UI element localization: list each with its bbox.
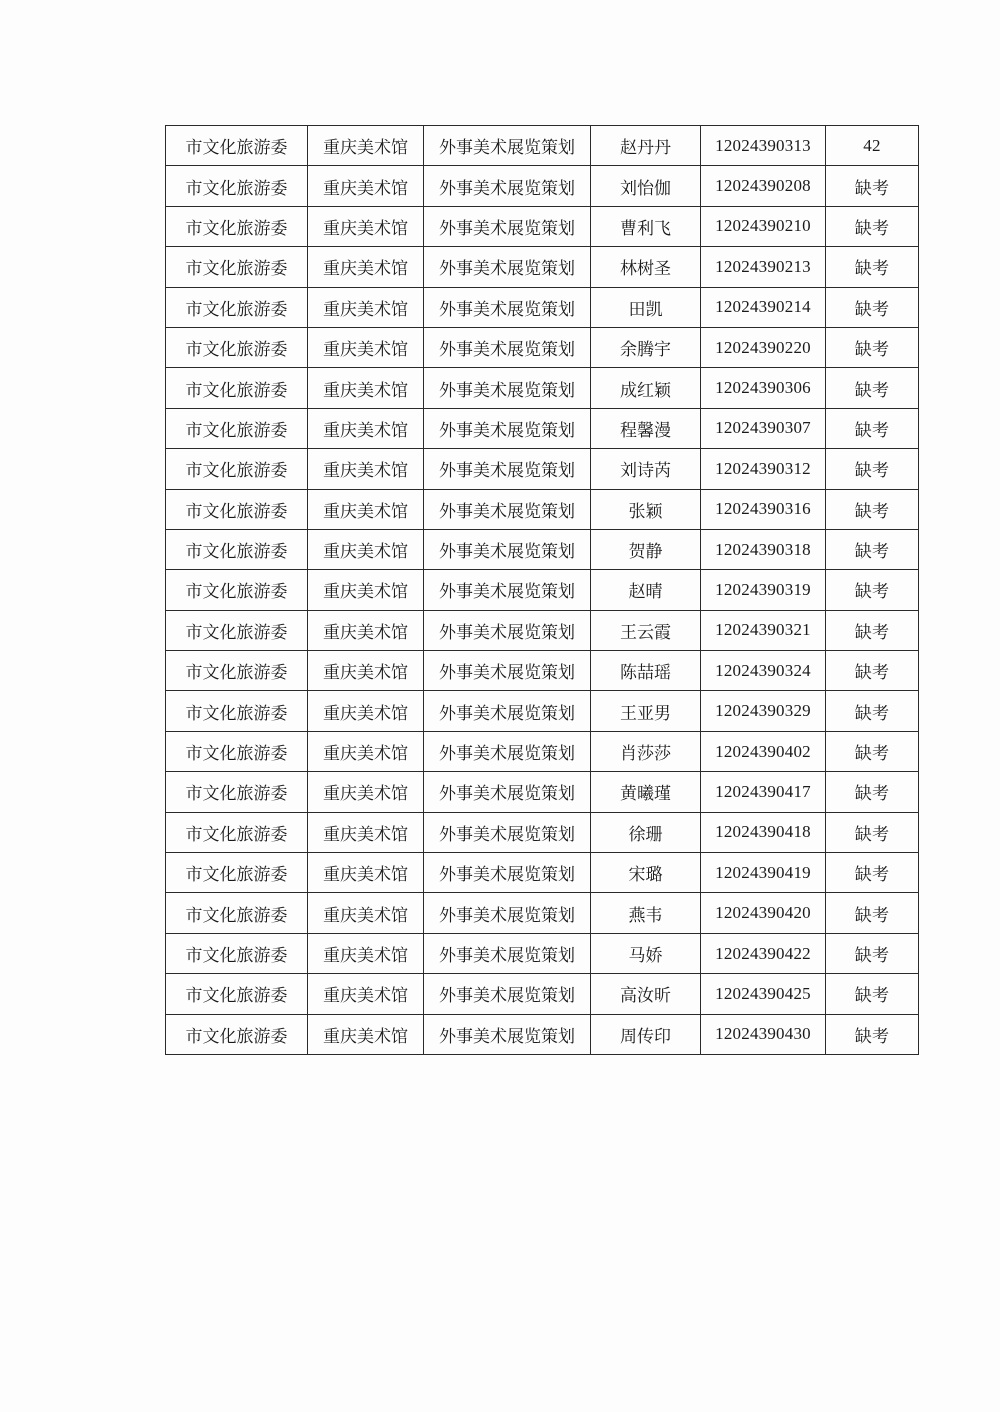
cell-department: 市文化旅游委 <box>166 247 308 287</box>
cell-exam-id: 12024390422 <box>701 933 826 973</box>
table-row <box>166 853 919 893</box>
cell-position: 外事美术展览策划 <box>424 368 591 408</box>
cell-department: 市文化旅游委 <box>166 691 308 731</box>
cell-candidate-name: 张颖 <box>591 489 701 529</box>
cell-candidate-name: 田凯 <box>591 287 701 327</box>
cell-candidate-name: 陈喆瑶 <box>591 651 701 691</box>
cell-candidate-name: 赵晴 <box>591 570 701 610</box>
cell-exam-id: 12024390214 <box>701 287 826 327</box>
cell-exam-id: 12024390313 <box>701 126 826 166</box>
cell-candidate-name: 肖莎莎 <box>591 731 701 771</box>
table-row <box>166 206 919 246</box>
cell-score: 缺考 <box>826 529 919 569</box>
cell-exam-id: 12024390419 <box>701 853 826 893</box>
table-row <box>166 812 919 852</box>
cell-candidate-name: 赵丹丹 <box>591 126 701 166</box>
table-row <box>166 529 919 569</box>
cell-exam-id: 12024390316 <box>701 489 826 529</box>
cell-candidate-name: 曹利飞 <box>591 206 701 246</box>
cell-candidate-name: 宋璐 <box>591 853 701 893</box>
table-row <box>166 731 919 771</box>
cell-department: 市文化旅游委 <box>166 731 308 771</box>
cell-employer: 重庆美术馆 <box>308 247 424 287</box>
cell-department: 市文化旅游委 <box>166 974 308 1014</box>
cell-score: 缺考 <box>826 610 919 650</box>
cell-score: 42 <box>826 126 919 166</box>
cell-score: 缺考 <box>826 327 919 367</box>
cell-position: 外事美术展览策划 <box>424 206 591 246</box>
cell-score: 缺考 <box>826 570 919 610</box>
cell-position: 外事美术展览策划 <box>424 772 591 812</box>
cell-candidate-name: 王云霞 <box>591 610 701 650</box>
cell-exam-id: 12024390418 <box>701 812 826 852</box>
cell-department: 市文化旅游委 <box>166 489 308 529</box>
cell-position: 外事美术展览策划 <box>424 610 591 650</box>
cell-score: 缺考 <box>826 812 919 852</box>
cell-exam-id: 12024390321 <box>701 610 826 650</box>
table-row <box>166 449 919 489</box>
cell-employer: 重庆美术馆 <box>308 893 424 933</box>
cell-position: 外事美术展览策划 <box>424 327 591 367</box>
cell-employer: 重庆美术馆 <box>308 327 424 367</box>
cell-exam-id: 12024390417 <box>701 772 826 812</box>
cell-department: 市文化旅游委 <box>166 408 308 448</box>
cell-employer: 重庆美术馆 <box>308 570 424 610</box>
cell-score: 缺考 <box>826 368 919 408</box>
cell-exam-id: 12024390425 <box>701 974 826 1014</box>
cell-candidate-name: 王亚男 <box>591 691 701 731</box>
cell-employer: 重庆美术馆 <box>308 206 424 246</box>
cell-employer: 重庆美术馆 <box>308 529 424 569</box>
cell-exam-id: 12024390324 <box>701 651 826 691</box>
table-row <box>166 408 919 448</box>
cell-score: 缺考 <box>826 287 919 327</box>
cell-employer: 重庆美术馆 <box>308 408 424 448</box>
table-row <box>166 327 919 367</box>
cell-score: 缺考 <box>826 731 919 771</box>
table-row <box>166 974 919 1014</box>
cell-department: 市文化旅游委 <box>166 812 308 852</box>
cell-exam-id: 12024390220 <box>701 327 826 367</box>
table-row <box>166 570 919 610</box>
cell-employer: 重庆美术馆 <box>308 651 424 691</box>
cell-score: 缺考 <box>826 408 919 448</box>
cell-employer: 重庆美术馆 <box>308 489 424 529</box>
cell-department: 市文化旅游委 <box>166 287 308 327</box>
cell-score: 缺考 <box>826 893 919 933</box>
table-row <box>166 489 919 529</box>
cell-department: 市文化旅游委 <box>166 206 308 246</box>
cell-candidate-name: 徐珊 <box>591 812 701 852</box>
cell-position: 外事美术展览策划 <box>424 691 591 731</box>
cell-candidate-name: 高汝昕 <box>591 974 701 1014</box>
cell-exam-id: 12024390319 <box>701 570 826 610</box>
cell-exam-id: 12024390307 <box>701 408 826 448</box>
cell-candidate-name: 贺静 <box>591 529 701 569</box>
cell-exam-id: 12024390430 <box>701 1014 826 1054</box>
cell-department: 市文化旅游委 <box>166 1014 308 1054</box>
cell-candidate-name: 燕韦 <box>591 893 701 933</box>
cell-department: 市文化旅游委 <box>166 327 308 367</box>
cell-exam-id: 12024390208 <box>701 166 826 206</box>
cell-department: 市文化旅游委 <box>166 610 308 650</box>
cell-score: 缺考 <box>826 651 919 691</box>
cell-position: 外事美术展览策划 <box>424 247 591 287</box>
cell-candidate-name: 成红颖 <box>591 368 701 408</box>
cell-exam-id: 12024390318 <box>701 529 826 569</box>
cell-department: 市文化旅游委 <box>166 651 308 691</box>
cell-position: 外事美术展览策划 <box>424 126 591 166</box>
cell-employer: 重庆美术馆 <box>308 933 424 973</box>
table-row <box>166 368 919 408</box>
cell-position: 外事美术展览策划 <box>424 853 591 893</box>
cell-employer: 重庆美术馆 <box>308 287 424 327</box>
cell-score: 缺考 <box>826 166 919 206</box>
cell-department: 市文化旅游委 <box>166 166 308 206</box>
cell-department: 市文化旅游委 <box>166 772 308 812</box>
cell-employer: 重庆美术馆 <box>308 368 424 408</box>
exam-results-table <box>165 125 919 1055</box>
table-row <box>166 651 919 691</box>
cell-score: 缺考 <box>826 933 919 973</box>
cell-exam-id: 12024390312 <box>701 449 826 489</box>
table-body <box>166 126 919 1055</box>
cell-employer: 重庆美术馆 <box>308 974 424 1014</box>
table-row <box>166 772 919 812</box>
cell-position: 外事美术展览策划 <box>424 408 591 448</box>
cell-department: 市文化旅游委 <box>166 126 308 166</box>
table-row <box>166 247 919 287</box>
cell-exam-id: 12024390329 <box>701 691 826 731</box>
cell-employer: 重庆美术馆 <box>308 610 424 650</box>
cell-score: 缺考 <box>826 853 919 893</box>
cell-employer: 重庆美术馆 <box>308 772 424 812</box>
cell-department: 市文化旅游委 <box>166 933 308 973</box>
cell-candidate-name: 林树圣 <box>591 247 701 287</box>
cell-position: 外事美术展览策划 <box>424 731 591 771</box>
cell-department: 市文化旅游委 <box>166 570 308 610</box>
cell-employer: 重庆美术馆 <box>308 166 424 206</box>
table-row <box>166 1014 919 1054</box>
cell-candidate-name: 刘怡伽 <box>591 166 701 206</box>
table-row <box>166 691 919 731</box>
cell-exam-id: 12024390210 <box>701 206 826 246</box>
cell-position: 外事美术展览策划 <box>424 570 591 610</box>
cell-department: 市文化旅游委 <box>166 529 308 569</box>
cell-score: 缺考 <box>826 489 919 529</box>
cell-exam-id: 12024390402 <box>701 731 826 771</box>
cell-score: 缺考 <box>826 449 919 489</box>
table-row <box>166 126 919 166</box>
cell-position: 外事美术展览策划 <box>424 933 591 973</box>
table-row <box>166 610 919 650</box>
cell-position: 外事美术展览策划 <box>424 166 591 206</box>
cell-department: 市文化旅游委 <box>166 368 308 408</box>
cell-score: 缺考 <box>826 691 919 731</box>
cell-employer: 重庆美术馆 <box>308 812 424 852</box>
cell-employer: 重庆美术馆 <box>308 126 424 166</box>
table-row <box>166 287 919 327</box>
cell-score: 缺考 <box>826 974 919 1014</box>
table-row <box>166 166 919 206</box>
cell-score: 缺考 <box>826 206 919 246</box>
cell-employer: 重庆美术馆 <box>308 731 424 771</box>
cell-employer: 重庆美术馆 <box>308 691 424 731</box>
cell-candidate-name: 刘诗芮 <box>591 449 701 489</box>
cell-candidate-name: 马娇 <box>591 933 701 973</box>
cell-employer: 重庆美术馆 <box>308 449 424 489</box>
cell-position: 外事美术展览策划 <box>424 1014 591 1054</box>
cell-exam-id: 12024390420 <box>701 893 826 933</box>
cell-score: 缺考 <box>826 247 919 287</box>
cell-position: 外事美术展览策划 <box>424 529 591 569</box>
cell-employer: 重庆美术馆 <box>308 853 424 893</box>
cell-department: 市文化旅游委 <box>166 893 308 933</box>
cell-score: 缺考 <box>826 1014 919 1054</box>
cell-candidate-name: 周传印 <box>591 1014 701 1054</box>
cell-position: 外事美术展览策划 <box>424 651 591 691</box>
cell-exam-id: 12024390213 <box>701 247 826 287</box>
cell-exam-id: 12024390306 <box>701 368 826 408</box>
table-row <box>166 933 919 973</box>
cell-candidate-name: 黄曦瑾 <box>591 772 701 812</box>
cell-position: 外事美术展览策划 <box>424 449 591 489</box>
cell-position: 外事美术展览策划 <box>424 489 591 529</box>
cell-position: 外事美术展览策划 <box>424 287 591 327</box>
cell-position: 外事美术展览策划 <box>424 812 591 852</box>
cell-position: 外事美术展览策划 <box>424 974 591 1014</box>
cell-department: 市文化旅游委 <box>166 853 308 893</box>
cell-candidate-name: 程馨漫 <box>591 408 701 448</box>
cell-candidate-name: 余腾宇 <box>591 327 701 367</box>
cell-score: 缺考 <box>826 772 919 812</box>
cell-department: 市文化旅游委 <box>166 449 308 489</box>
table-row <box>166 893 919 933</box>
cell-employer: 重庆美术馆 <box>308 1014 424 1054</box>
cell-position: 外事美术展览策划 <box>424 893 591 933</box>
